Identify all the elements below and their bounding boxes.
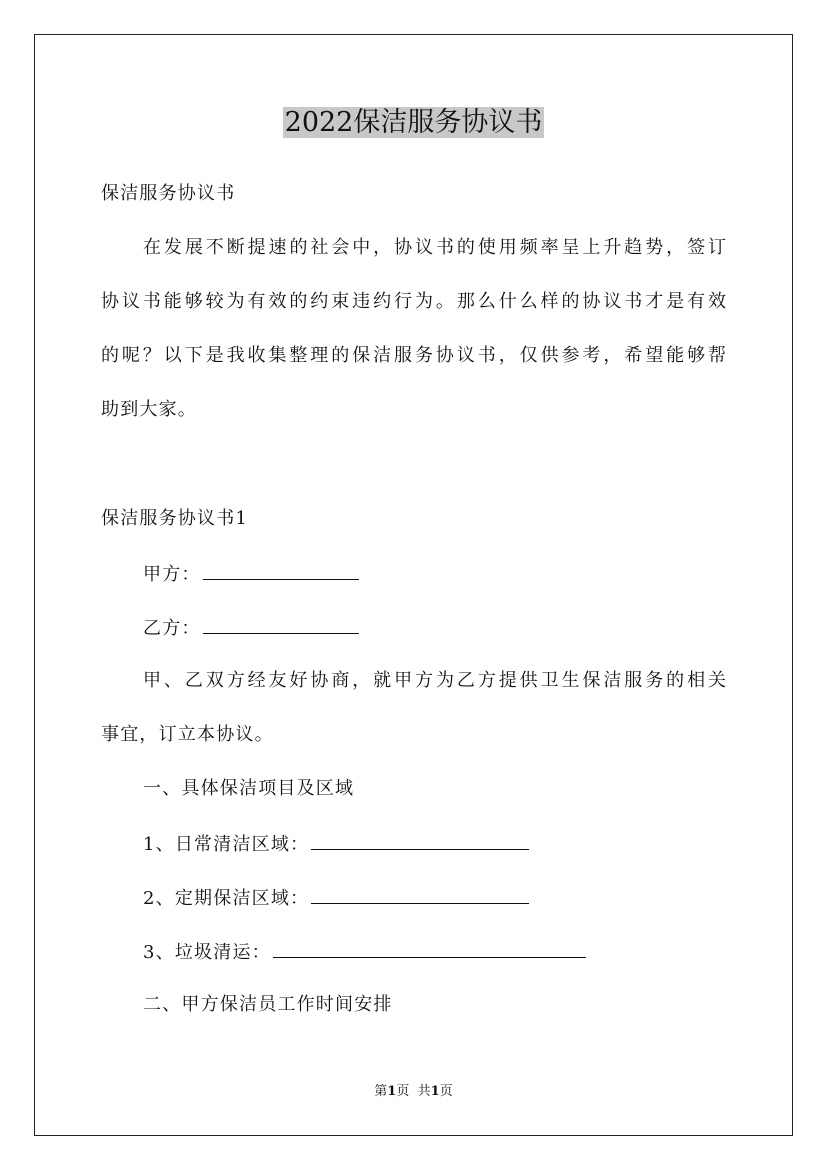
clause1-item-1-label: 1、日常清洁区域： [143, 834, 310, 855]
party-b-label: 乙方： [143, 618, 201, 639]
intro-line-2: 协议书能够较为有效的约束违约行为。那么什么样的协议书才是有效 [101, 291, 726, 312]
clause1-item-2-blank [311, 885, 529, 904]
agreement-line-2: 事宜，订立本协议。 [101, 724, 274, 745]
party-a-label: 甲方： [143, 564, 201, 585]
party-a-blank [203, 561, 359, 580]
party-a-line [143, 561, 359, 587]
clause1-item-2 [143, 885, 529, 911]
document-title: 2022保洁服务协议书 [284, 107, 543, 138]
agreement-line-1: 甲、乙双方经友好协商，就甲方为乙方提供卫生保洁服务的相关 [143, 670, 726, 691]
clause1-item-3-blank [273, 939, 586, 958]
total-page-number: 1 [430, 1084, 440, 1099]
party-b-blank [203, 615, 359, 634]
clause1-item-1 [143, 831, 529, 857]
document-subtitle: 保洁服务协议书 [101, 183, 236, 204]
clause1-item-3-label: 3、垃圾清运： [143, 942, 271, 963]
party-b-line [143, 615, 359, 641]
current-page-number: 1 [387, 1084, 397, 1099]
clause1-item-2-label: 2、定期保洁区域： [143, 888, 310, 909]
intro-line-4: 助到大家。 [101, 399, 197, 420]
page-footer: 第1页 共1页 [374, 1084, 453, 1099]
clause2-heading: 二、甲方保洁员工作时间安排 [143, 994, 393, 1015]
intro-line-3: 的呢？以下是我收集整理的保洁服务协议书，仅供参考，希望能够帮 [101, 345, 726, 366]
clause1-item-3 [143, 939, 586, 965]
section-heading: 保洁服务协议书1 [101, 508, 249, 529]
clause1-item-1-blank [311, 831, 529, 850]
clause1-heading: 一、具体保洁项目及区域 [143, 778, 355, 799]
intro-line-1: 在发展不断提速的社会中，协议书的使用频率呈上升趋势，签订 [143, 237, 726, 258]
